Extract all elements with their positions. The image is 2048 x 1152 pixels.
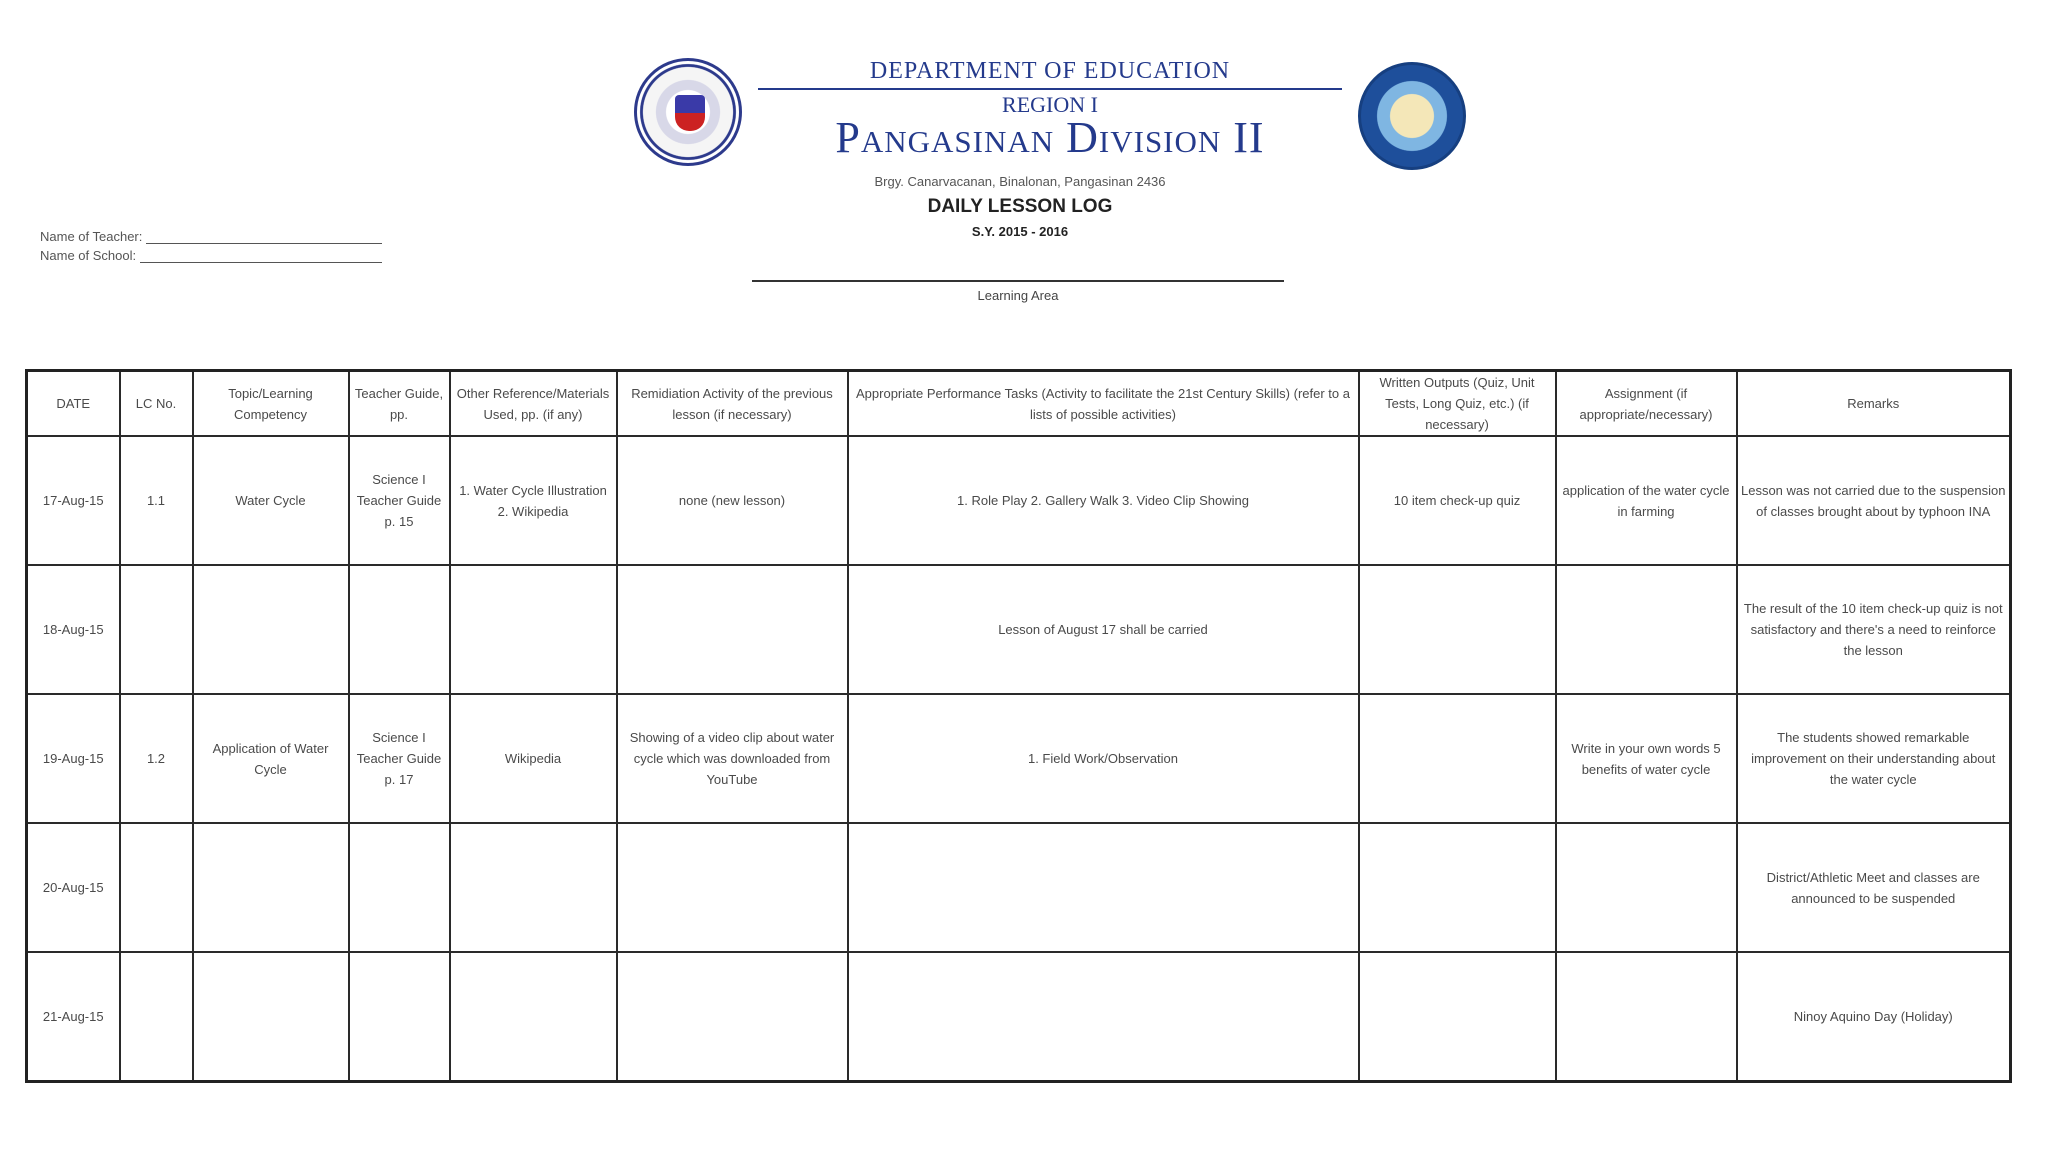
lesson-log-table xyxy=(25,369,2012,1083)
header-divider xyxy=(758,88,1342,90)
cell-assignment: Write in your own words 5 benefits of water cycle xyxy=(1556,694,1737,823)
cell-lc-no xyxy=(120,952,193,1081)
cell-performance-tasks xyxy=(848,952,1359,1081)
column-header-other-reference: Other Reference/Materials Used, pp. (if any) xyxy=(450,371,617,437)
table-row xyxy=(27,952,2011,1081)
column-header-assignment: Assignment (if appropriate/necessary) xyxy=(1556,371,1737,437)
cell-remarks: The students showed remarkable improvement on their understanding about the water cycle xyxy=(1737,694,2011,823)
cell-other-reference xyxy=(450,823,617,952)
teacher-name-field[interactable] xyxy=(40,229,382,244)
cell-written-outputs xyxy=(1359,952,1556,1081)
cell-teacher-guide xyxy=(349,952,450,1081)
cell-performance-tasks xyxy=(848,823,1359,952)
cell-lc-no xyxy=(120,565,193,694)
learning-area-label: Learning Area xyxy=(977,288,1059,303)
cell-remarks: Lesson was not carried due to the suspension of classes brought about by typhoon INA xyxy=(1737,436,2011,565)
cell-other-reference xyxy=(450,952,617,1081)
cell-remediation: none (new lesson) xyxy=(617,436,848,565)
column-header-remarks: Remarks xyxy=(1737,371,2011,437)
school-year: S.Y. 2015 - 2016 xyxy=(971,224,1069,239)
table-row xyxy=(27,694,2011,823)
column-header-performance-tasks: Appropriate Performance Tasks (Activity to facilitate the 21st Century Skills) (refer to a lists of possible activities) xyxy=(848,371,1359,437)
column-header-topic: Topic/Learning Competency xyxy=(193,371,349,437)
cell-remediation xyxy=(617,823,848,952)
cell-written-outputs xyxy=(1359,823,1556,952)
cell-date: 18-Aug-15 xyxy=(27,565,120,694)
cell-assignment xyxy=(1556,823,1737,952)
learning-area-line xyxy=(752,280,1284,282)
cell-remediation xyxy=(617,952,848,1081)
cell-performance-tasks: 1. Field Work/Observation xyxy=(848,694,1359,823)
cell-date: 17-Aug-15 xyxy=(27,436,120,565)
table-header-row xyxy=(27,371,2011,437)
column-header-date: DATE xyxy=(27,371,120,437)
cell-teacher-guide: Science I Teacher Guide p. 15 xyxy=(349,436,450,565)
cell-assignment xyxy=(1556,952,1737,1081)
cell-other-reference xyxy=(450,565,617,694)
cell-performance-tasks: Lesson of August 17 shall be carried xyxy=(848,565,1359,694)
cell-topic: Application of Water Cycle xyxy=(193,694,349,823)
column-header-remediation: Remidiation Activity of the previous lesson (if necessary) xyxy=(617,371,848,437)
cell-lc-no xyxy=(120,823,193,952)
school-name-label: Name of School: xyxy=(40,248,137,263)
cell-topic xyxy=(193,565,349,694)
column-header-written-outputs: Written Outputs (Quiz, Unit Tests, Long Quiz, etc.) (if necessary) xyxy=(1359,371,1556,437)
cell-assignment xyxy=(1556,565,1737,694)
cell-teacher-guide xyxy=(349,565,450,694)
cell-remarks: Ninoy Aquino Day (Holiday) xyxy=(1737,952,2011,1081)
cell-topic: Water Cycle xyxy=(193,436,349,565)
cell-teacher-guide xyxy=(349,823,450,952)
cell-written-outputs xyxy=(1359,565,1556,694)
cell-other-reference: 1. Water Cycle Illustration 2. Wikipedia xyxy=(450,436,617,565)
cell-topic xyxy=(193,952,349,1081)
cell-date: 19-Aug-15 xyxy=(27,694,120,823)
column-header-teacher-guide: Teacher Guide, pp. xyxy=(349,371,450,437)
deped-seal-icon xyxy=(634,58,742,166)
cell-date: 20-Aug-15 xyxy=(27,823,120,952)
table-row xyxy=(27,436,2011,565)
cell-written-outputs xyxy=(1359,694,1556,823)
pangasinan-division-seal-icon xyxy=(1358,62,1466,170)
cell-lc-no: 1.1 xyxy=(120,436,193,565)
school-name-blank[interactable] xyxy=(140,248,382,263)
cell-other-reference: Wikipedia xyxy=(450,694,617,823)
division-name: Pangasinan Division II xyxy=(835,113,1265,162)
teacher-name-label: Name of Teacher: xyxy=(40,229,143,244)
cell-performance-tasks: 1. Role Play 2. Gallery Walk 3. Video Clip Showing xyxy=(848,436,1359,565)
school-name-field[interactable] xyxy=(40,248,382,263)
cell-remarks: The result of the 10 item check-up quiz is not satisfactory and there's a need to reinforce the lesson xyxy=(1737,565,2011,694)
cell-date: 21-Aug-15 xyxy=(27,952,120,1081)
division-address: Brgy. Canarvacanan, Binalonan, Pangasinan 2436 xyxy=(874,174,1166,189)
teacher-name-blank[interactable] xyxy=(146,229,382,244)
cell-assignment: application of the water cycle in farming xyxy=(1556,436,1737,565)
region-name: REGION I xyxy=(1002,92,1098,117)
cell-remediation: Showing of a video clip about water cycle which was downloaded from YouTube xyxy=(617,694,848,823)
column-header-lc-no: LC No. xyxy=(120,371,193,437)
department-name: DEPARTMENT OF EDUCATION xyxy=(869,58,1231,84)
cell-written-outputs: 10 item check-up quiz xyxy=(1359,436,1556,565)
cell-remediation xyxy=(617,565,848,694)
cell-remarks: District/Athletic Meet and classes are announced to be suspended xyxy=(1737,823,2011,952)
table-row xyxy=(27,823,2011,952)
cell-lc-no: 1.2 xyxy=(120,694,193,823)
table-row xyxy=(27,565,2011,694)
cell-teacher-guide: Science I Teacher Guide p. 17 xyxy=(349,694,450,823)
document-title: DAILY LESSON LOG xyxy=(927,196,1113,217)
cell-topic xyxy=(193,823,349,952)
